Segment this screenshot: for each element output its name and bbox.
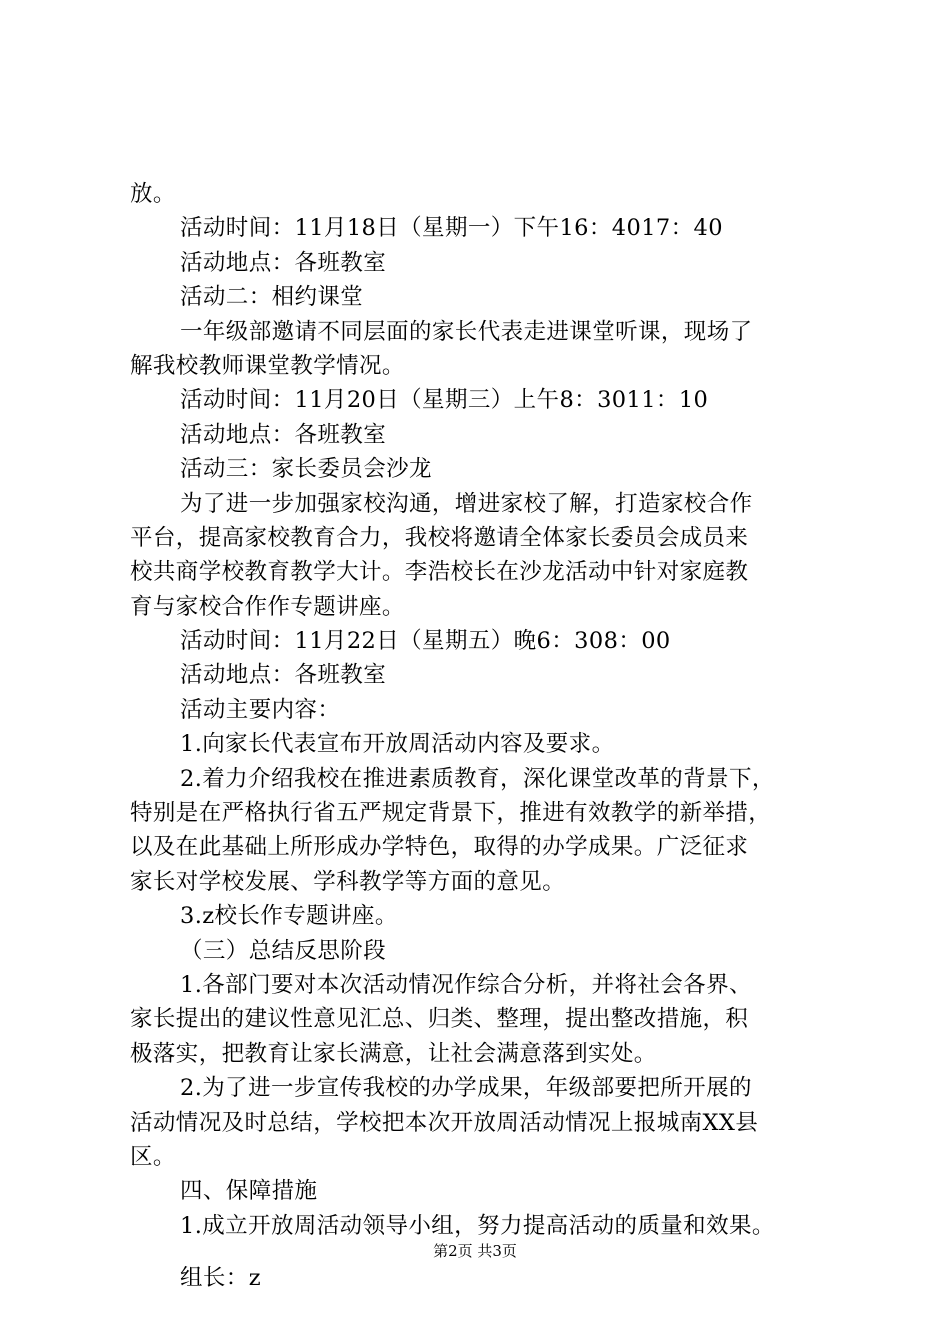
paragraph-line: 平台，提高家校教育合力，我校将邀请全体家长委员会成员来 [130,524,749,551]
activity-heading: 活动三：家长委员会沙龙 [180,456,432,483]
paragraph-line: 育与家校合作作专题讲座。 [130,593,405,620]
list-item: 2.为了进一步宣传我校的办学成果，年级部要把所开展的 [180,1075,752,1102]
list-item: 1.成立开放周活动领导小组，努力提高活动的质量和效果。 [180,1212,775,1239]
list-item: 2.着力介绍我校在推进素质教育，深化课堂改革的背景下， [180,765,775,792]
paragraph-line: 极落实，把教育让家长满意，让社会满意落到实处。 [130,1040,657,1067]
page-footer: 第2页 共3页 [433,1242,517,1260]
activity-heading: 活动二：相约课堂 [180,284,364,311]
activity-time-line: 活动时间：11月18日（星期一）下午16：4017：40 [180,215,723,242]
paragraph-line: 校共商学校教育教学大计。李浩校长在沙龙活动中针对家庭教 [130,559,749,586]
section-heading: （三）总结反思阶段 [180,937,387,964]
paragraph-line: 放。 [130,181,176,207]
paragraph-line: 为了进一步加强家校沟通，增进家校了解，打造家校合作 [180,490,753,517]
paragraph-line: 一年级部邀请不同层面的家长代表走进课堂听课，现场了 [180,318,753,345]
activity-time-line: 活动时间：11月20日（星期三）上午8：3011：10 [180,387,709,414]
paragraph-line: 家长提出的建议性意见汇总、归类、整理，提出整改措施，积 [130,1006,749,1033]
list-item: 1.向家长代表宣布开放周活动内容及要求。 [180,731,615,758]
paragraph-line: 区。 [130,1143,176,1170]
section-heading: 活动主要内容： [180,696,341,723]
document-body [130,177,830,1296]
activity-time-line: 活动时间：11月22日（星期五）晚6：308：00 [180,628,671,655]
activity-location-line: 活动地点：各班教室 [180,662,387,689]
list-item: 1.各部门要对本次活动情况作综合分析，并将社会各界、 [180,971,752,998]
paragraph-line: 活动情况及时总结，学校把本次开放周活动情况上报城南XX县 [130,1109,759,1136]
paragraph-line: 以及在此基础上所形成办学特色，取得的办学成果。广泛征求 [130,834,749,861]
activity-location-line: 活动地点：各班教室 [180,249,387,276]
paragraph-line: 特别是在严格执行省五严规定背景下，推进有效教学的新举措， [130,800,772,827]
activity-location-line: 活动地点：各班教室 [180,421,387,448]
team-leader-line: 组长：z [180,1265,261,1292]
paragraph-line: 解我校教师课堂教学情况。 [130,352,405,379]
list-item: 3.z校长作专题讲座。 [180,903,398,930]
section-heading: 四、保障措施 [180,1178,318,1205]
paragraph-line: 家长对学校发展、学科教学等方面的意见。 [130,868,566,895]
